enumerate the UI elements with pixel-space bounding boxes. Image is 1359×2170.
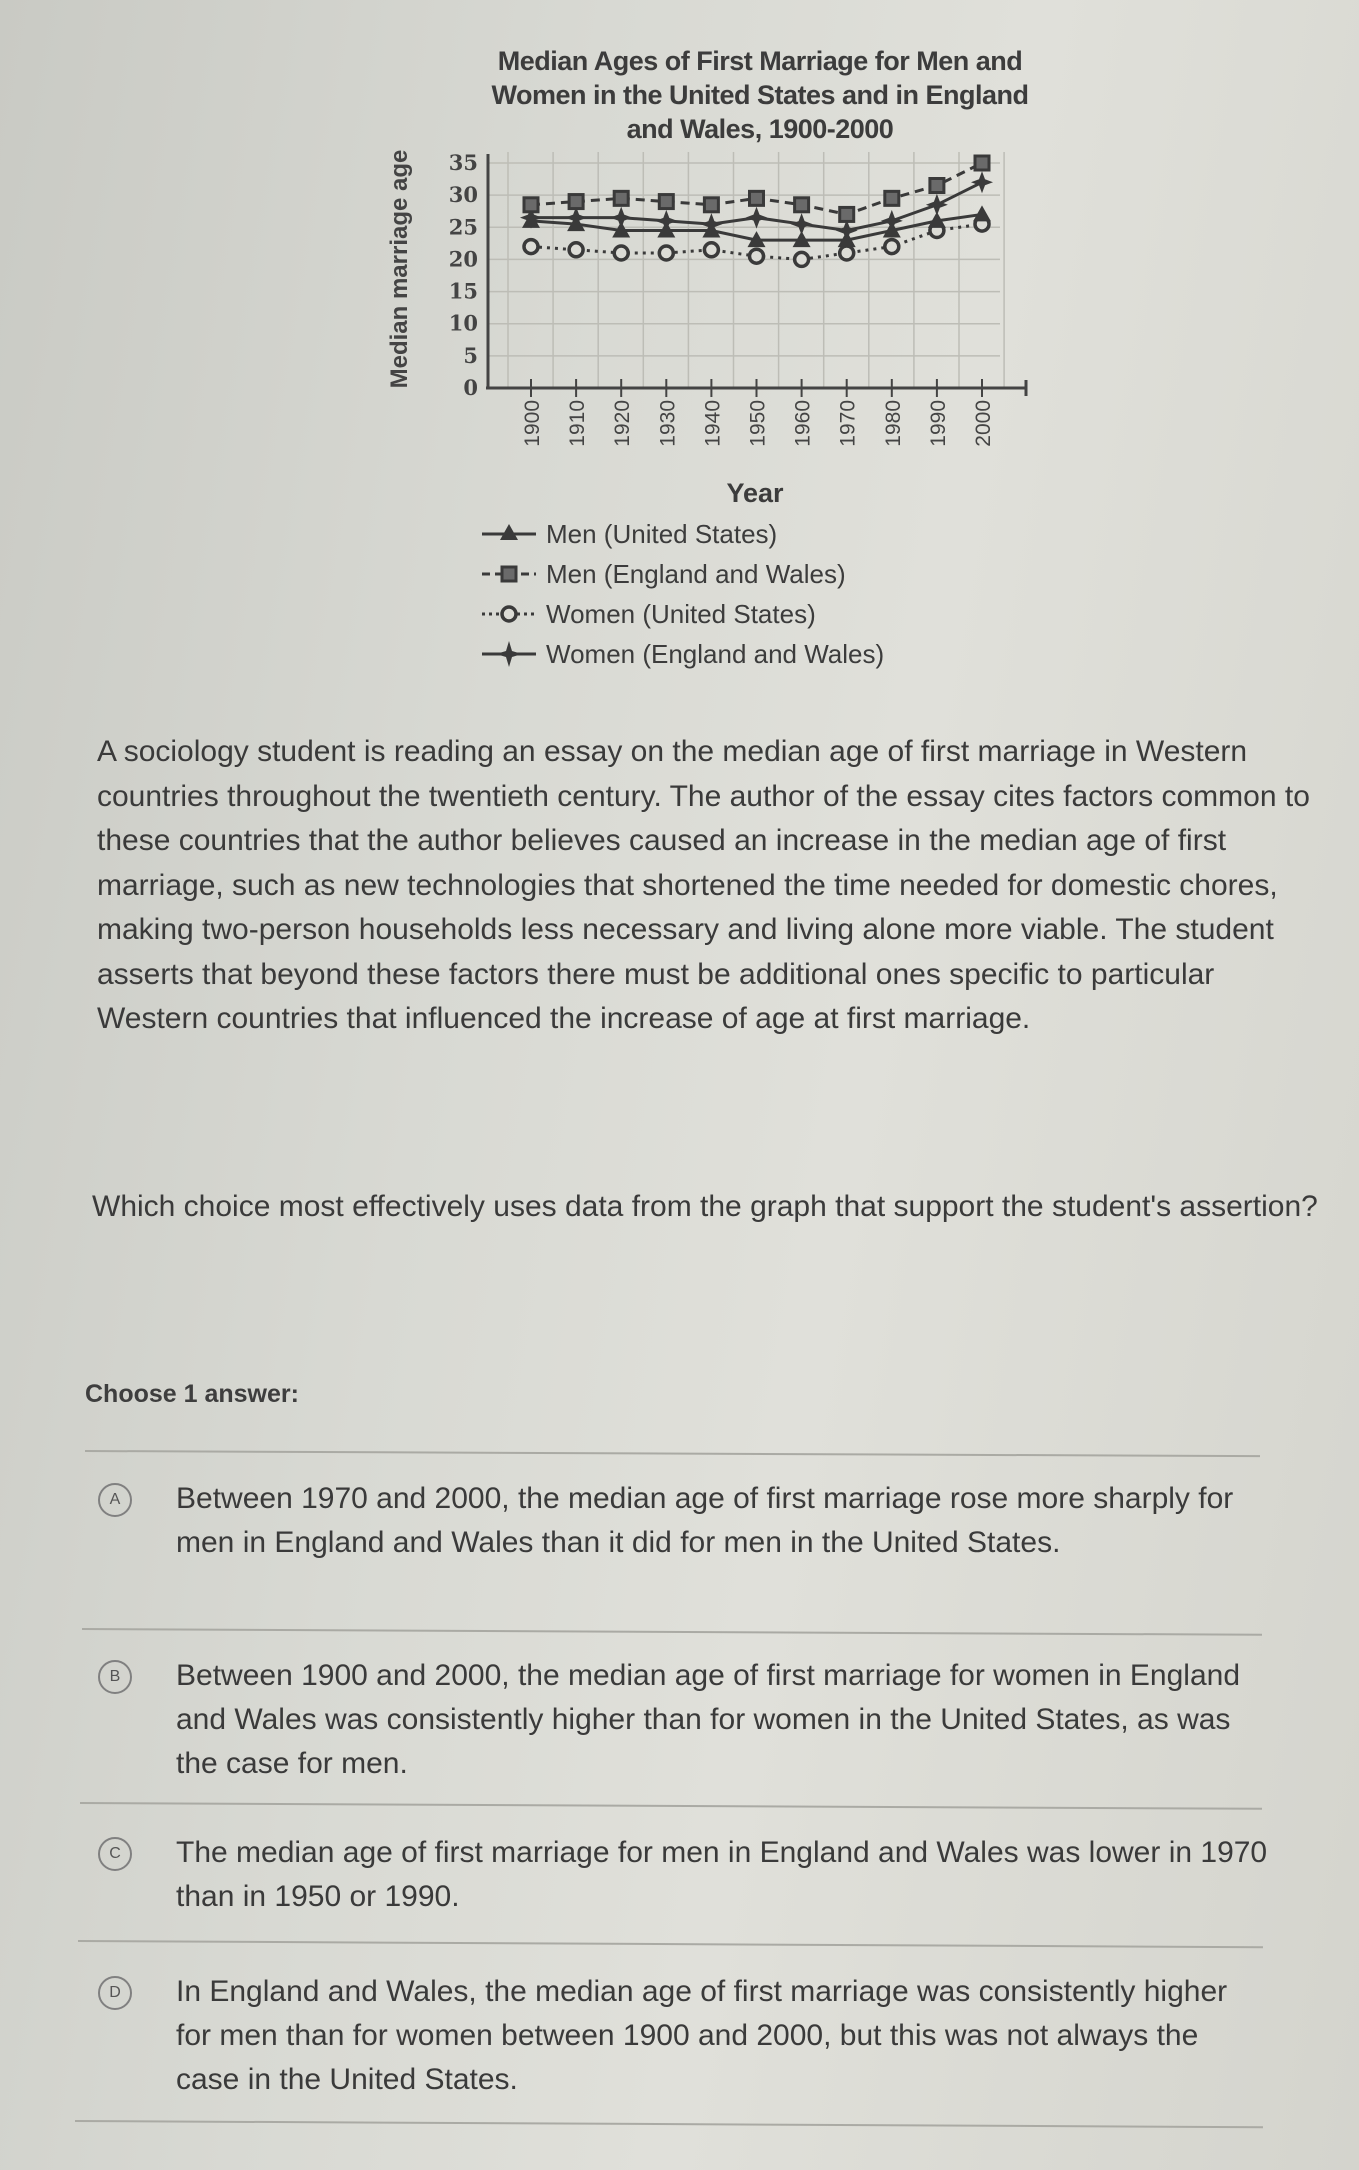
answer-choice-c[interactable]	[98, 1831, 1268, 1919]
legend-label: Women (United States)	[546, 598, 816, 629]
choose-answer-label: Choose 1 answer:	[85, 1380, 299, 1408]
legend-item-men-us	[482, 514, 884, 554]
svg-text:15: 15	[448, 278, 478, 304]
choice-text-c: The median age of first marriage for men in England and Wales was lower in 1970 than in 1950 or 1990.	[176, 1836, 1268, 1913]
legend-label: Men (United States)	[546, 518, 778, 549]
divider	[75, 2120, 1263, 2128]
answer-choice-b[interactable]	[98, 1654, 1268, 1786]
x-axis-label: Year	[726, 478, 784, 508]
answer-choice-d[interactable]	[98, 1970, 1268, 2102]
square-marker-icon	[482, 559, 536, 589]
svg-text:1930: 1930	[656, 400, 680, 447]
choice-text-d: In England and Wales, the median age of first marriage was consistently higher for men than for women between 1900 and 2000, but this was not always the case in the United States.	[176, 1975, 1228, 2096]
choice-radio-d[interactable]: D	[98, 1976, 132, 2010]
legend-item-men-ew	[482, 554, 884, 594]
chart-grid	[488, 152, 1004, 388]
legend-label: Men (England and Wales)	[546, 558, 846, 589]
triangle-marker-icon	[482, 519, 536, 549]
svg-text:0: 0	[463, 375, 478, 400]
question-text: Which choice most effectively uses data from the graph that support the student's assertion?	[92, 1190, 1318, 1223]
svg-text:2000: 2000	[972, 400, 995, 447]
svg-text:5: 5	[463, 342, 478, 368]
star-marker-icon	[482, 639, 536, 669]
svg-text:20: 20	[448, 246, 478, 272]
svg-text:1950: 1950	[746, 400, 770, 447]
divider	[85, 1450, 1260, 1457]
svg-text:1920: 1920	[611, 400, 635, 447]
choice-radio-a[interactable]: A	[98, 1483, 132, 1517]
divider	[78, 1940, 1263, 1948]
chart-axes	[386, 150, 1026, 447]
svg-text:35: 35	[448, 150, 478, 175]
answer-choice-a[interactable]	[98, 1477, 1268, 1565]
legend-item-women-us	[482, 594, 884, 634]
chart-series	[520, 156, 993, 266]
legend-label: Women (England and Wales)	[546, 638, 885, 669]
circle-marker-icon	[482, 599, 536, 629]
chart-title: Median Ages of First Marriage for Men and Women in the United States and in England and Wales, 1900-2000	[491, 46, 1029, 144]
svg-text:1980: 1980	[881, 400, 905, 447]
line-chart	[360, 140, 1060, 480]
svg-text:1970: 1970	[836, 400, 860, 447]
divider	[80, 1802, 1262, 1810]
svg-text:1910: 1910	[566, 400, 590, 447]
svg-text:25: 25	[448, 214, 478, 240]
svg-text:30: 30	[448, 182, 478, 208]
svg-text:10: 10	[448, 310, 478, 336]
svg-text:1900: 1900	[521, 400, 544, 447]
svg-text:1990: 1990	[926, 400, 950, 447]
passage-text: A sociology student is reading an essay on the median age of first marriage in Western countries throughout the twentieth century. The author of the essay cites factors common to these countries that the author believes caused an increase in the median age of first marriage, such as new technologies that shortened the time needed for domestic chores, making two-person households less necessary and living alone more viable. The student asserts that beyond these factors there must be additional ones specific to particular Western countries that influenced the increase of age at first marriage.	[97, 735, 1310, 1035]
choice-text-a: Between 1970 and 2000, the median age of first marriage rose more sharply for men in England and Wales than it did for men in the United States.	[176, 1482, 1234, 1559]
choice-radio-b[interactable]: B	[98, 1660, 132, 1694]
svg-text:Median marriage age: Median marriage age	[386, 149, 413, 389]
chart-legend	[482, 514, 884, 674]
svg-text:1940: 1940	[701, 400, 725, 447]
divider	[82, 1628, 1262, 1636]
svg-text:1960: 1960	[791, 400, 815, 447]
choice-text-b: Between 1900 and 2000, the median age of first marriage for women in England and Wales was consistently higher than for women in the United States, as was the case for men.	[176, 1659, 1241, 1780]
choice-radio-c[interactable]: C	[98, 1837, 132, 1871]
legend-item-women-ew	[482, 634, 884, 674]
